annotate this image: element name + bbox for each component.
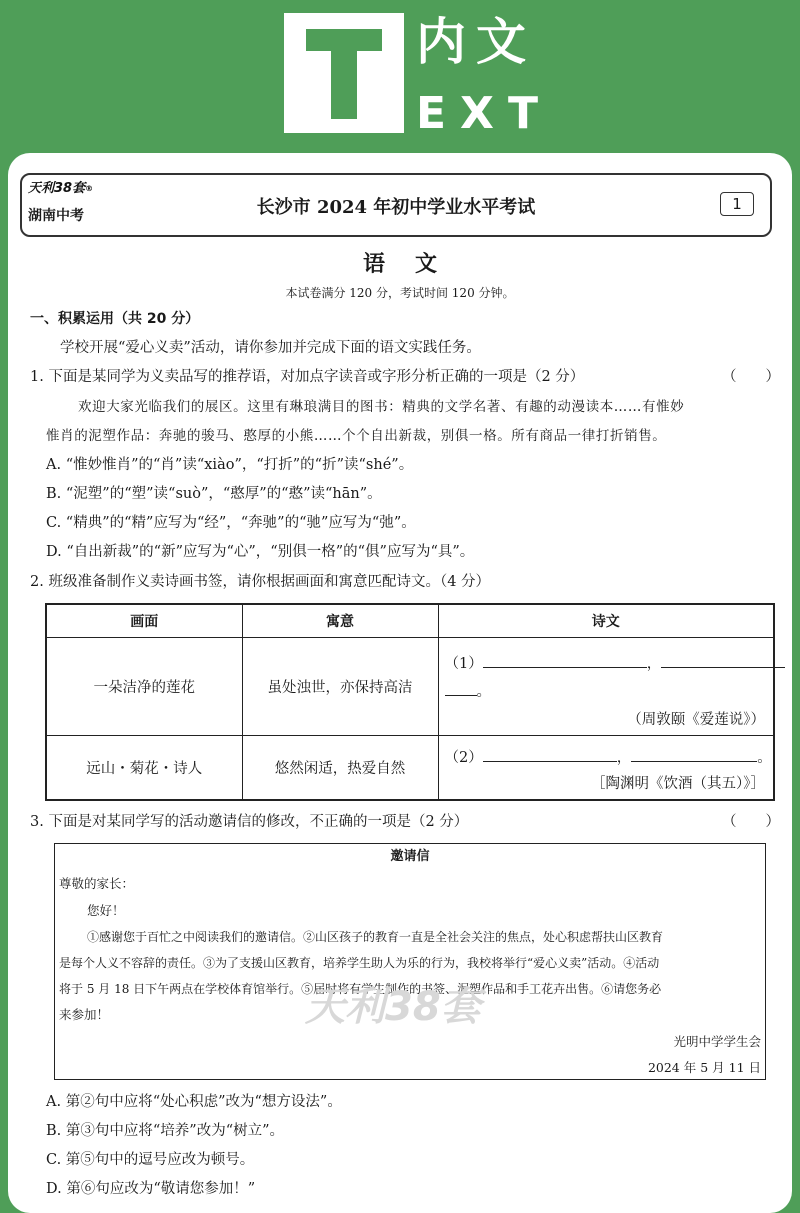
row1-picture: 一朵洁净的莲花 (46, 638, 242, 736)
table-header-picture: 画面 (46, 604, 242, 638)
letter-body-line3: 将于 5 月 18 日下午两点在学校体育馆举行。⑤届时将有学生制作的书签、泥塑作品和手工花卉出售。⑥请您务必 (59, 982, 662, 996)
q1-option-b: B. “泥塑”的“塑”读“suò”，“憨厚”的“憨”读“hān”。 (46, 486, 382, 502)
q2-stem: 2. 班级准备制作义卖诗画书签，请你根据画面和寓意匹配诗文。（4 分） (30, 574, 491, 590)
brand-subtitle: 湖南中考 (28, 208, 84, 224)
poem-matching-table (45, 603, 775, 801)
row1-meaning: 虽处浊世，亦保持高洁 (242, 638, 438, 736)
brand-logo: 天利38套® (28, 181, 94, 196)
q1-option-c: C. “精典”的“精”应写为“经”，“奔驰”的“驰”应写为“弛”。 (46, 515, 416, 531)
q1-stem: 1. 下面是某同学为义卖品写的推荐语，对加点字读音或字形分析正确的一项是（2 分） (30, 369, 585, 385)
subject-title: 语文 (362, 251, 467, 277)
q3-option-a: A. 第②句中应将“处心积虑”改为“想方设法”。 (46, 1094, 342, 1110)
exam-banner (20, 173, 772, 237)
q3-option-d: D. 第⑥句应改为“敬请您参加！” (46, 1181, 256, 1197)
page-number-badge: 1 (720, 192, 754, 216)
row1-number: （1） (444, 656, 483, 672)
exam-title: 长沙市 2024 年初中学业水平考试 (256, 197, 536, 218)
row1-source: （周敦颐《爱莲说》） (627, 712, 765, 728)
row2-meaning: 悠然闲适，热爱自然 (242, 736, 438, 800)
letter-signature: 光明中学学生会 (673, 1034, 761, 1049)
table-header-poem: 诗文 (438, 604, 774, 638)
header-title-cn: 内文 (416, 13, 536, 71)
t-letter-stem (331, 29, 357, 119)
letter-body-line4: 来参加！ (59, 1007, 110, 1022)
letter-body-line1: ①感谢您于百忙之中阅读我们的邀请信。②山区孩子的教育一直是全社会关注的焦点，处心积虑帮扶山区教育 (87, 930, 664, 944)
row2-number: （2） (444, 750, 483, 766)
q1-option-d: D. “自出新裁”的“新”应写为“心”，“别俱一格”的“俱”应写为“具”。 (46, 544, 475, 560)
fill-blank-1b[interactable] (661, 653, 785, 668)
section-intro: 学校开展“爱心义卖”活动，请你参加并完成下面的语文实践任务。 (60, 340, 481, 356)
row2-source: ［陶渊明《饮酒（其五）》］ (591, 776, 765, 792)
letter-greeting: 您好！ (87, 903, 125, 918)
q3-answer-paren: （ ） (722, 814, 780, 830)
invitation-letter-box (54, 843, 766, 1080)
q1-answer-paren: （ ） (722, 369, 780, 385)
exam-meta: 本试卷满分 120 分，考试时间 120 分钟。 (285, 286, 515, 300)
table-header-meaning: 寓意 (242, 604, 438, 638)
fill-blank-1a[interactable] (483, 653, 647, 668)
header-title-en: EXT (416, 88, 552, 139)
q3-stem: 3. 下面是对某同学写的活动邀请信的修改，不正确的一项是（2 分） (30, 814, 469, 830)
q3-option-b: B. 第③句中应将“培养”改为“树立”。 (46, 1123, 285, 1139)
fill-blank-2b[interactable] (631, 747, 757, 762)
letter-body-line2: 是每个人义不容辞的责任。③为了支援山区教育，培养学生助人为乐的行为，我校将举行“爱心义卖”活动。④活动 (59, 956, 660, 970)
section-heading: 一、积累运用（共 20 分） (30, 311, 200, 327)
q3-option-c: C. 第⑤句中的逗号应改为顿号。 (46, 1152, 255, 1168)
q1-option-a: A. “惟妙惟肖”的“肖”读“xiào”，“打折”的“折”读“shé”。 (46, 457, 414, 473)
table-row (46, 736, 774, 800)
row1-comma: ， (646, 656, 662, 672)
text-badge-logo (284, 13, 404, 133)
row2-poem-cell (438, 736, 774, 800)
row2-end: 。 (757, 750, 772, 766)
q1-passage-line1: 欢迎大家光临我们的展区。这里有琳琅满目的图书：精典的文学名著、有趣的动漫读本……有惟妙 (78, 399, 685, 415)
letter-title: 邀请信 (390, 849, 430, 864)
fill-blank-2a[interactable] (483, 747, 617, 762)
letter-salutation: 尊敬的家长： (59, 876, 135, 891)
q1-passage-line2: 惟肖的泥塑作品：奔驰的骏马、憨厚的小熊……个个自出新裁，别俱一格。所有商品一律打折销售。 (46, 428, 667, 444)
letter-date: 2024 年 5 月 11 日 (647, 1060, 761, 1075)
watermark-logo: 天利38套 (305, 984, 481, 1030)
row2-comma: ， (616, 750, 632, 766)
fill-blank-1c[interactable] (445, 681, 477, 696)
row1-poem-cell (438, 638, 774, 736)
table-row (46, 638, 774, 736)
row2-picture: 远山・菊花・诗人 (46, 736, 242, 800)
row1-end: 。 (476, 684, 491, 700)
